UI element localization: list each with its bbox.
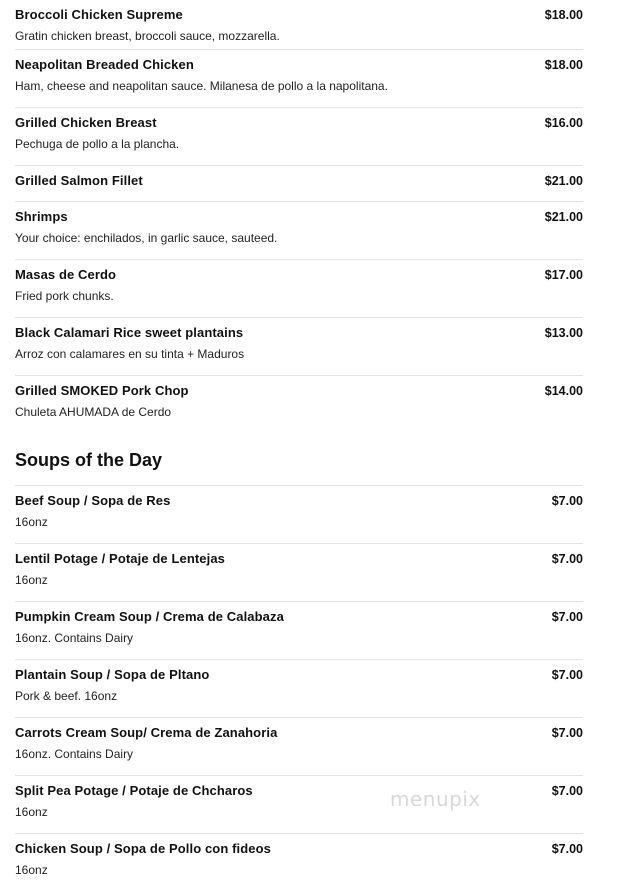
item-name: Black Calamari Rice sweet plantains [15,325,244,340]
item-name: Plantain Soup / Sopa de Pltano [15,667,210,682]
item-price: $18.00 [544,58,583,72]
item-description: 16onz. Contains Dairy [15,631,134,645]
item-description: Pork & beef. 16onz [15,689,118,703]
item-description: Arroz con calamares en su tinta + Maduros [15,347,245,361]
menu-item [15,202,583,260]
item-price: $17.00 [544,268,583,282]
item-price: $7.00 [551,842,583,856]
item-price: $14.00 [544,384,583,398]
item-name: Pumpkin Cream Soup / Crema de Calabaza [15,609,284,624]
menu-item [15,108,583,166]
menu-item [15,0,583,50]
soup-item [15,834,583,892]
item-name: Grilled Salmon Fillet [15,173,143,188]
item-price: $16.00 [544,116,583,130]
item-description: Your choice: enchilados, in garlic sauce, sauteed. [15,231,278,245]
item-description: Pechuga de pollo a la plancha. [15,137,180,151]
soup-item [15,718,583,776]
section-title: Soups of the Day [15,434,583,486]
item-description: Gratin chicken breast, broccoli sauce, mozzarella. [15,29,280,43]
menu-item [15,376,583,434]
item-price: $7.00 [551,610,583,624]
item-price: $7.00 [551,726,583,740]
soup-item [15,776,583,834]
soup-item [15,660,583,718]
item-price: $7.00 [551,494,583,508]
item-name: Lentil Potage / Potaje de Lentejas [15,551,226,566]
item-name: Broccoli Chicken Supreme [15,7,183,22]
menu-item [15,260,583,318]
item-name: Grilled Chicken Breast [15,115,157,130]
item-description: Chuleta AHUMADA de Cerdo [15,405,172,419]
item-name: Grilled SMOKED Pork Chop [15,383,189,398]
item-name: Beef Soup / Sopa de Res [15,493,171,508]
item-price: $7.00 [551,552,583,566]
item-description: 16onz [15,805,48,819]
item-description: 16onz. Contains Dairy [15,747,134,761]
item-price: $21.00 [544,174,583,188]
item-name: Carrots Cream Soup/ Crema de Zanahoria [15,725,278,740]
soup-item [15,486,583,544]
item-name: Split Pea Potage / Potaje de Chcharos [15,783,253,798]
item-name: Masas de Cerdo [15,267,117,282]
item-description: Ham, cheese and neapolitan sauce. Milanesa de pollo a la napolitana. [15,79,388,93]
item-description: Fried pork chunks. [15,289,114,303]
watermark-logo: menupix [390,787,481,811]
menu-item [15,50,583,108]
menu [15,0,583,892]
item-price: $7.00 [551,668,583,682]
menu-item [15,318,583,376]
item-price: $18.00 [544,8,583,22]
menu-item [15,166,583,202]
item-price: $21.00 [544,210,583,224]
soup-item [15,602,583,660]
item-price: $7.00 [551,784,583,798]
item-description: 16onz [15,573,48,587]
item-description: 16onz [15,863,48,877]
item-price: $13.00 [544,326,583,340]
item-name: Shrimps [15,209,68,224]
item-name: Chicken Soup / Sopa de Pollo con fideos [15,841,271,856]
item-description: 16onz [15,515,48,529]
item-name: Neapolitan Breaded Chicken [15,57,194,72]
soup-item [15,544,583,602]
